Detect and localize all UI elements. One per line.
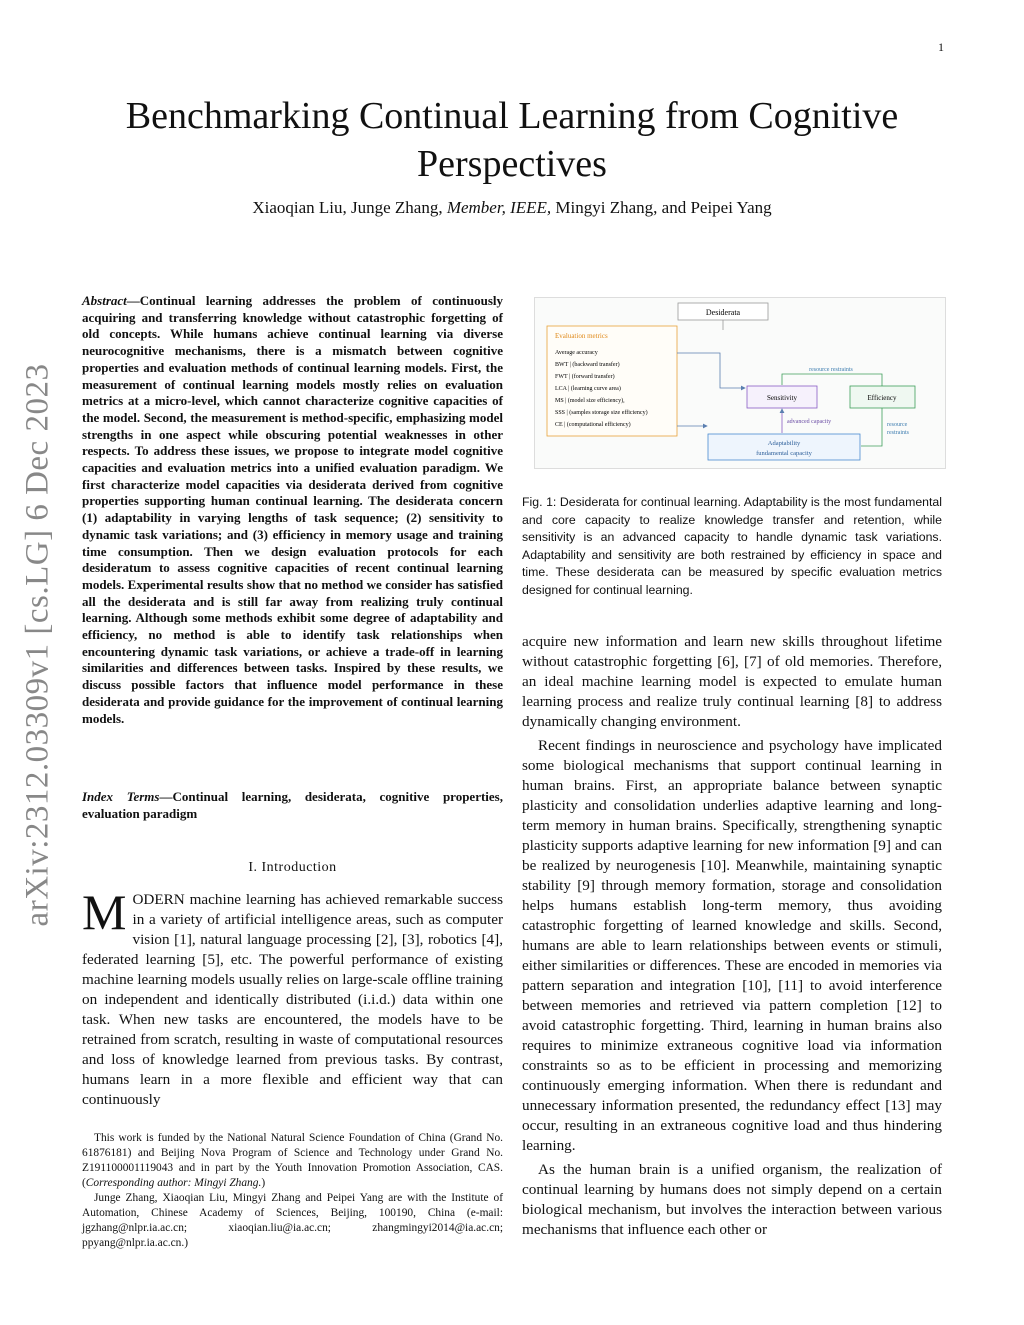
metric-6: CE | (computational efficiency) — [555, 422, 631, 428]
metrics-box — [547, 326, 677, 436]
intro-paragraph — [82, 884, 503, 1110]
paragraph: acquire new information and learn new skills throughout lifetime without catastrophic forgetting [6], [7] of old memories. Therefore, an ideal machine learning model is expected to emulate human learning process and realize truly continual learning [8] to address dynamically changing environment. — [522, 633, 942, 730]
page-number: 1 — [938, 40, 944, 54]
fundamental-label: fundamental capacity — [756, 450, 812, 457]
resource-right-label-1: resource — [887, 422, 908, 428]
efficiency-label: Efficiency — [867, 394, 897, 402]
metric-2: FWT | (forward transfer) — [555, 374, 615, 380]
paper-title: Benchmarking Continual Learning from Cognitive Perspectives — [125, 95, 899, 185]
abstract — [82, 293, 503, 727]
arxiv-stamp — [16, 360, 60, 930]
desiderata-diagram — [535, 298, 945, 468]
metrics-title: Evaluation metrics — [555, 332, 608, 340]
adaptability-label: Adaptability — [767, 440, 801, 447]
arxiv-id: arXiv:2312.03309v1 [cs.LG] 6 Dec 2023 — [19, 363, 56, 927]
authors-pre: Xiaoqian Liu, Junge Zhang, — [252, 198, 443, 217]
figure-desiderata — [534, 297, 946, 469]
index-terms — [82, 789, 503, 822]
abstract-text: —Continual learning addresses the problem of continuously acquiring and transferring knowledge without catastrophic forgetting of old concepts. While humans achieve continual learning via diverse neurocognitive mechanisms, there is a mismatch between cognitive properties and evaluation methods of continual learning models. First, the measurement of continual learning models mostly relies on evaluation metrics at a micro-level, which cannot characterize cognitive capacities of the model. Second, the measurement is method-specific, emphasizing model strengths in one aspect while obscuring potential weaknesses in other respects. To address these issues, we propose to integrate model cognitive capacities and evaluation metrics into a unified evaluation paradigm. We first characterize model capacities via desiderata derived from cognitive properties supporting human continual learning. The desiderata concern (1) adaptability in varying lengths of task sequence; (2) sensitivity to dynamic task variations; and (3) efficiency in memory usage and training time consumption. Then we design evaluation protocols for each desideratum to assess cognitive capacities of recent continual learning models. Experimental results show that no method we consider has satisfied all the desiderata and is still far away from realizing truly continual learning. Although some methods exhibit some degree of adaptability and efficiency, no method is able to identify task relationships when encountering dynamic task variations, or achieve a trade-off in learning similarities and differences between tasks. Inspired by these results, we discuss possible factors that influence model performance in these desiderata and provide guidance for the improvement of continual learning models. — [82, 293, 503, 726]
metric-1: BWT | (backward transfer) — [555, 362, 620, 368]
author-list — [60, 198, 964, 218]
resource-right-label-2: restraints — [887, 430, 909, 436]
intro-text: ODERN machine learning has achieved remarkable success in a variety of artificial intelligence areas, such as computer vision [1], natural language processing [2], [3], robotics [4], federated learning [5], etc. The powerful performance of existing machine learning models usually relies on large-scale offline training on independent and identically distributed (i.i.d.) data within one task. When new tasks are encountered, the models have to be retrained from scratch, resulting in waste of computational resources and loss of knowledge learned from previous tasks. By contrast, humans learn in a more flexible and efficient way that can continuously — [82, 891, 503, 1108]
index-text: —Continual learning, desiderata, cognitive properties, evaluation paradigm — [82, 789, 503, 821]
authors-member: Member, IEEE, — [446, 198, 552, 217]
footnote-corresponding: Corresponding author: Mingyi Zhang. — [85, 1177, 262, 1189]
footnote-affiliation: Junge Zhang, Xiaoqian Liu, Mingyi Zhang and Peipei Yang are with the Institute of Automation, Chinese Academy of Sciences, Beijing, 100190, China (e-mail: jgzhang@nlpr.ia.ac.cn; xiaoqian.liu@ia.ac.cn; zhangmingyi2014@ia.ac.cn; ppyang@nlpr.ia.ac.cn.) — [82, 1192, 503, 1249]
figure-caption: Fig. 1: Desiderata for continual learning. Adaptability is the most fundamental and core capacity to realize knowledge transfer and retention, while sensitivity is an advanced capacity to handle dynamic task variations. Adaptability and sensitivity are both restrained by efficiency in space and time. These desiderata can be measured by specific evaluation metrics designed for continual learning. — [522, 495, 942, 597]
advanced-label: advanced capacity — [787, 419, 832, 425]
footnotes — [82, 1131, 503, 1251]
footnote-funding-close: ) — [261, 1177, 266, 1189]
index-label: Index Terms — [82, 789, 160, 804]
metric-4: MS | (model size efficiency), — [555, 398, 625, 404]
section-heading: I. Introduction — [248, 860, 337, 875]
desiderata-label: Desiderata — [705, 308, 741, 317]
metric-0: Average accuracy — [555, 350, 598, 356]
metric-5: SSS | (samples storage size efficiency) — [555, 410, 648, 416]
authors-post: Mingyi Zhang, and Peipei Yang — [555, 198, 772, 217]
sensitivity-label: Sensitivity — [767, 394, 797, 402]
right-column-text — [522, 632, 942, 1244]
paragraph: Recent findings in neuroscience and psychology have implicated some biological mechanisms that support continual learning in human brains. First, an appropriate balance between synaptic plasticity and consolidation underlies adaptive learning and long-term memory in human brains. Specifically, strengthening synaptic plasticity supports adaptive learning for new information [9] and can be realized by neurogenesis [10]. Meanwhile, maintaining synaptic stability [9] through memory formation, storage and consolidation helps humans establish long-term memory, thus avoiding catastrophic forgetting of learned knowledge and skills. Second, humans are able to learn relationships between events or stimuli, either similarities or differences. These are encoded in memories via pattern separation and integration [10], [11] to avoid interference between memories and retrieved via pattern completion [12] to avoid catastrophic forgetting. Third, learning in human brains also requires to minimize extraneous cognitive load via information constraints so as to be efficient in processing and memorizing continuously emerging information. When there is redundant and unnecessary information presented, the redundancy effect [13] may occur, resulting in an extraneous cognitive load and thus hindering learning. — [522, 737, 942, 1154]
paragraph: As the human brain is a unified organism, the realization of continual learning by humans does not simply depend on a certain biological mechanism, but involves the interaction between various mechanisms that influence each other or — [522, 1161, 942, 1238]
footnote-funding-text: This work is funded by the National Natural Science Foundation of China (Grand No. 61876181) and Beijing Nova Program of Science and Technology under Grand No. Z191100001119043 and in part by the Youth Innovation Promotion Association, CAS. ( — [82, 1132, 503, 1189]
metric-3: LCA | (learning curve area) — [555, 386, 621, 392]
drop-cap: M — [82, 884, 127, 940]
footnote-funding — [82, 1131, 503, 1191]
abstract-label: Abstract — [82, 293, 127, 308]
resource-top-label: resource restraints — [809, 367, 853, 373]
